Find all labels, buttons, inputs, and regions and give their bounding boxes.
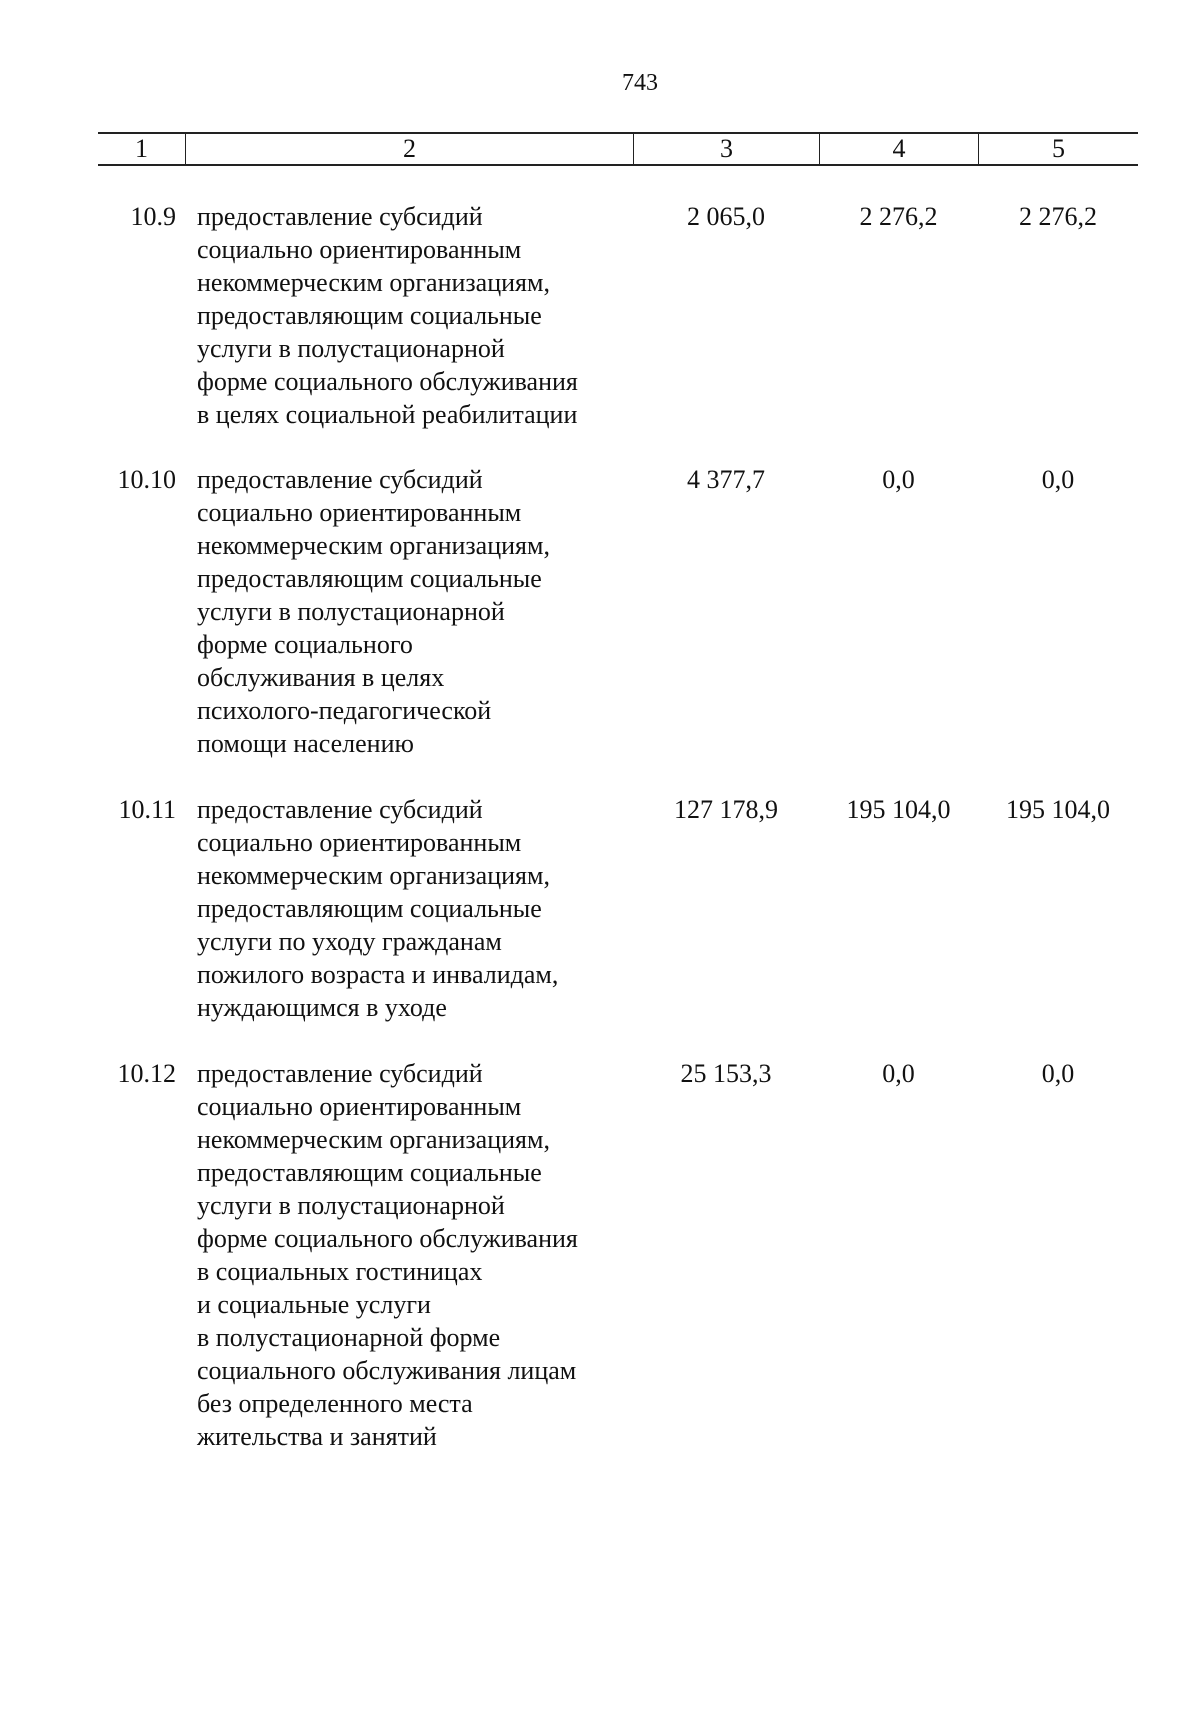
description-line: в полустационарной форме: [197, 1323, 501, 1352]
value-column-4: 0,0: [882, 1059, 915, 1088]
description-line: форме социального обслуживания: [197, 1224, 578, 1253]
description-line: форме социального обслуживания: [197, 367, 578, 396]
column-header-2: 2: [185, 134, 633, 164]
description-line: социально ориентированным: [197, 498, 522, 527]
row-description: [197, 200, 637, 431]
value-column-3: 127 178,9: [674, 795, 778, 824]
description-line: социального обслуживания лицам: [197, 1356, 577, 1385]
description-line: в целях социальной реабилитации: [197, 400, 578, 429]
value-column-5: 2 276,2: [1019, 202, 1097, 231]
value-column-5: 195 104,0: [1006, 795, 1110, 824]
description-line: услуги по уходу гражданам: [197, 927, 502, 956]
description-line: обслуживания в целях: [197, 663, 445, 692]
value-column-4: 0,0: [882, 465, 915, 494]
description-line: помощи населению: [197, 729, 414, 758]
description-line: услуги в полустационарной: [197, 334, 505, 363]
value-column-5: 0,0: [1041, 465, 1075, 494]
row-description: [197, 463, 637, 760]
row-number: 10.11: [118, 795, 176, 824]
value-column-4: 195 104,0: [846, 795, 951, 824]
description-line: предоставление субсидий: [197, 465, 483, 494]
description-line: психолого-педагогической: [197, 696, 492, 725]
row-number: 10.12: [117, 1059, 176, 1088]
column-header-1: 1: [135, 134, 148, 163]
row-description: [197, 1057, 637, 1453]
description-line: в социальных гостиницах: [197, 1257, 483, 1286]
value-column-3: 4 377,7: [687, 465, 765, 494]
column-header-4: 4: [819, 134, 978, 164]
description-line: предоставление субсидий: [197, 795, 483, 824]
description-line: и социальные услуги: [197, 1290, 431, 1319]
description-line: социально ориентированным: [197, 1092, 522, 1121]
description-line: некоммерческим организациям,: [197, 1125, 550, 1154]
row-number: 10.9: [130, 202, 176, 231]
page-number: 743: [622, 70, 658, 96]
column-header-3: 3: [633, 134, 819, 164]
description-line: форме социального: [197, 630, 413, 659]
table-column-header: [98, 132, 1138, 166]
description-line: некоммерческим организациям,: [197, 861, 550, 890]
description-line: предоставляющим социальные: [197, 301, 542, 330]
description-line: предоставление субсидий: [197, 1059, 483, 1088]
description-line: некоммерческим организациям,: [197, 531, 550, 560]
value-column-3: 25 153,3: [680, 1059, 772, 1088]
description-line: социально ориентированным: [197, 828, 522, 857]
description-line: социально ориентированным: [197, 235, 522, 264]
description-line: предоставление субсидий: [197, 202, 483, 231]
description-line: нуждающимся в уходе: [197, 993, 447, 1022]
description-line: предоставляющим социальные: [197, 894, 542, 923]
row-number: 10.10: [117, 465, 176, 494]
description-line: пожилого возраста и инвалидам,: [197, 960, 559, 989]
description-line: предоставляющим социальные: [197, 564, 542, 593]
value-column-5: 0,0: [1041, 1059, 1075, 1088]
description-line: некоммерческим организациям,: [197, 268, 550, 297]
description-line: услуги в полустационарной: [197, 597, 505, 626]
value-column-4: 2 276,2: [859, 202, 938, 231]
value-column-3: 2 065,0: [687, 202, 765, 231]
description-line: услуги в полустационарной: [197, 1191, 505, 1220]
description-line: без определенного места: [197, 1389, 473, 1418]
description-line: предоставляющим социальные: [197, 1158, 542, 1187]
row-description: [197, 793, 637, 1024]
description-line: жительства и занятий: [197, 1422, 437, 1451]
column-header-5: 5: [978, 134, 1138, 164]
